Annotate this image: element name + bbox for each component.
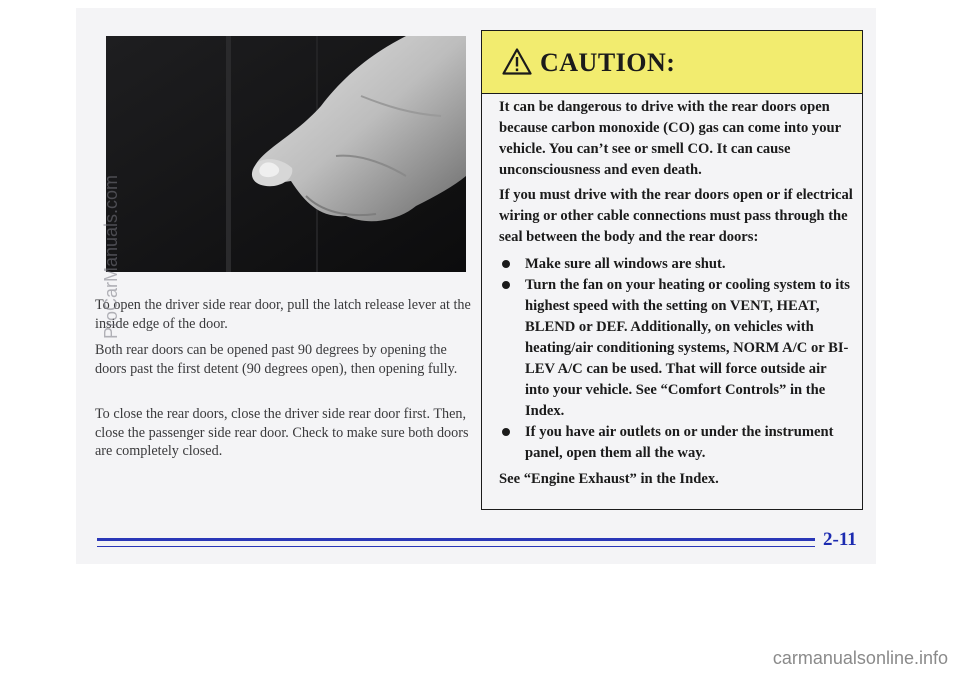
footer-rule-thin	[97, 546, 815, 547]
caution-bullet-item	[499, 422, 853, 464]
door-latch-photo	[106, 36, 466, 272]
footer-rule-thick	[97, 538, 815, 541]
page-number: 2-11	[823, 529, 857, 550]
caution-bullet-list	[499, 254, 853, 464]
caution-bullet-text: If you have air outlets on or under the instrument panel, open them all the way.	[525, 424, 834, 461]
caution-bullet-item	[499, 275, 853, 422]
caution-box	[481, 30, 863, 510]
body-paragraph-open-driver-door: To open the driver side rear door, pull the latch release lever at the inside edge of the door.	[95, 297, 471, 332]
caution-bullet-text: Make sure all windows are shut.	[525, 256, 726, 272]
body-paragraph-open-past-90: Both rear doors can be opened past 90 degrees by opening the doors past the first detent (90 degrees open), then opening fully.	[95, 342, 458, 377]
hand-on-latch-illustration	[106, 36, 466, 272]
bullet-dot-icon	[502, 428, 510, 436]
body-paragraph-close-doors: To close the rear doors, close the driver side rear door first. Then, close the passenger side rear door. Check to make sure both doors are completely closed.	[95, 406, 469, 459]
caution-header	[482, 31, 862, 94]
caution-paragraph-co-danger: It can be dangerous to drive with the rear doors open because carbon monoxide (CO) gas can come into your vehicle. You can’t see or smell CO. It can cause unconsciousness and even death.	[499, 99, 841, 178]
caution-body	[499, 97, 853, 494]
caution-bullet-text: Turn the fan on your heating or cooling system to its highest speed with the setting on VENT, HEAT, BLEND or DEF. Additionally, on vehicles with heating/air conditioning systems, NORM A/C or BI-LEV A/C can be used. That will force outside air into your vehicle. See “Comfort Controls” in the Index.	[525, 277, 850, 419]
bullet-dot-icon	[502, 281, 510, 289]
side-watermark: ProCarManuals.com	[101, 174, 121, 339]
caution-paragraph-if-must-drive: If you must drive with the rear doors open or if electrical wiring or other cable connections must pass through the seal between the body and the rear doors:	[499, 187, 853, 245]
bullet-dot-icon	[502, 260, 510, 268]
warning-triangle-icon	[502, 48, 532, 80]
bottom-watermark: carmanualsonline.info	[772, 648, 948, 668]
caution-title: CAUTION:	[540, 48, 676, 77]
caution-footer-reference: See “Engine Exhaust” in the Index.	[499, 471, 719, 487]
caution-bullet-item	[499, 254, 853, 275]
